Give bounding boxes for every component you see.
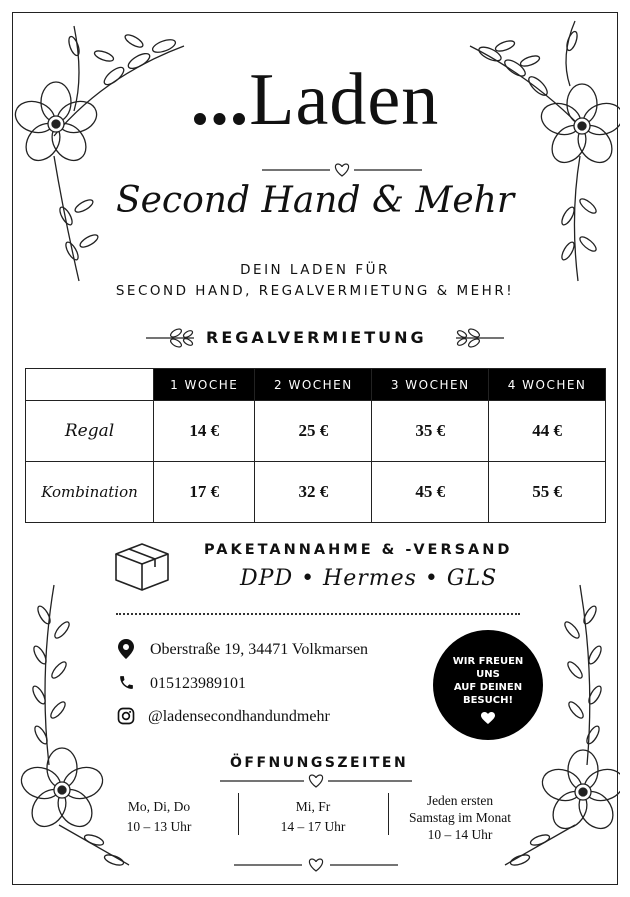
badge-line-1: WIR FREUEN xyxy=(452,656,524,667)
table-corner-cell xyxy=(26,369,154,401)
heart-divider-icon xyxy=(234,856,398,874)
hours-block-3 xyxy=(402,792,518,843)
rental-heading: REGALVERMIETUNG xyxy=(206,328,427,347)
table-row xyxy=(26,401,606,462)
badge-line-3: AUF DEINEN xyxy=(453,682,523,693)
instagram-icon xyxy=(117,707,135,725)
tagline-line-2: SECOND HAND, REGALVERMIETUNG & MEHR! xyxy=(115,283,515,299)
row-label: Kombination xyxy=(26,462,154,523)
hours-days: Jeden ersten xyxy=(426,793,494,808)
row-label: Regal xyxy=(26,401,154,462)
welcome-badge xyxy=(433,630,543,740)
hours-separator xyxy=(238,793,239,835)
column-header: 4 WOCHEN xyxy=(489,369,606,401)
hours-time: 10 – 14 Uhr xyxy=(427,827,493,842)
hours-block-1 xyxy=(104,797,214,837)
floral-top-left-decoration xyxy=(14,16,194,286)
column-header: 2 WOCHEN xyxy=(255,369,372,401)
table-header-row xyxy=(26,369,606,401)
hours-block-2 xyxy=(258,797,368,837)
price-cell: 17 € xyxy=(154,462,255,523)
badge-line-4: BESUCH! xyxy=(462,695,514,706)
tagline-line-1: DEIN LADEN FÜR xyxy=(240,262,390,278)
instagram-handle: @ladensecondhandundmehr xyxy=(148,708,330,725)
subtitle: Second Hand & Mehr xyxy=(115,180,515,221)
hours-time: 14 – 17 Uhr xyxy=(280,819,346,834)
price-cell: 55 € xyxy=(489,462,606,523)
badge-line-2: UNS xyxy=(476,669,500,680)
hours-days: Mo, Di, Do xyxy=(127,799,191,814)
column-header: 3 WOCHEN xyxy=(372,369,489,401)
price-cell: 44 € xyxy=(489,401,606,462)
price-cell: 14 € xyxy=(154,401,255,462)
carriers-list: DPD • Hermes • GLS xyxy=(240,566,498,591)
price-cell: 45 € xyxy=(372,462,489,523)
sprig-left-icon xyxy=(146,328,196,348)
page-title xyxy=(0,58,630,143)
dotted-divider xyxy=(116,613,520,615)
hours-time: 10 – 13 Uhr xyxy=(126,819,192,834)
floral-top-right-decoration xyxy=(460,16,620,286)
hours-days: Mi, Fr xyxy=(295,799,331,814)
parcel-heading: PAKETANNAHME & -VERSAND xyxy=(204,542,513,558)
hours-heading: ÖFFNUNGSZEITEN xyxy=(230,755,409,771)
hours-separator xyxy=(388,793,389,835)
price-cell: 35 € xyxy=(372,401,489,462)
heart-divider-icon xyxy=(262,160,422,180)
phone-number: 015123989101 xyxy=(150,675,246,692)
price-cell: 32 € xyxy=(255,462,372,523)
price-cell: 25 € xyxy=(255,401,372,462)
phone-icon xyxy=(118,674,135,691)
address-text: Oberstraße 19, 34471 Volkmarsen xyxy=(150,641,369,658)
column-header: 1 WOCHE xyxy=(154,369,255,401)
sprig-right-icon xyxy=(454,328,504,348)
location-pin-icon xyxy=(118,639,134,659)
title-prefix: ... xyxy=(190,59,250,141)
rental-price-table xyxy=(25,368,606,523)
table-row xyxy=(26,462,606,523)
hours-days: Samstag im Monat xyxy=(409,810,511,825)
package-icon xyxy=(112,540,172,592)
heart-divider-icon xyxy=(220,773,412,791)
heart-icon xyxy=(481,712,495,724)
title-main: Laden xyxy=(249,59,440,141)
